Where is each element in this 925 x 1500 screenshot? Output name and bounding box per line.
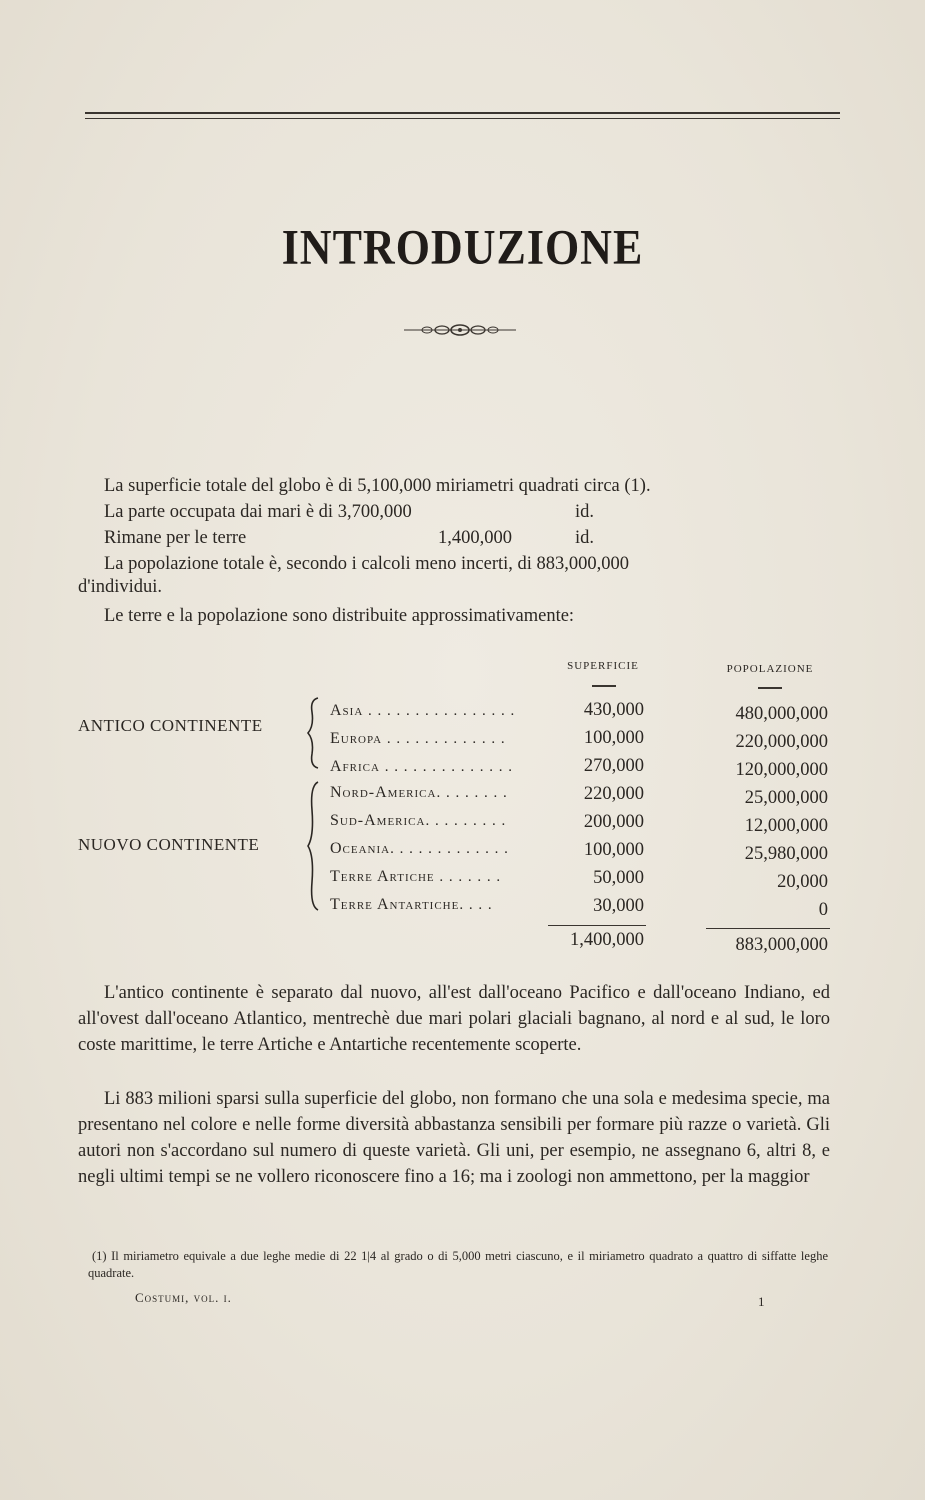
table-row-pop: 25,980,000 — [744, 844, 828, 864]
table-row: Nord-America. . . . . . . . — [330, 784, 508, 801]
table-row-sup: 200,000 — [583, 812, 644, 832]
top-rule — [85, 112, 840, 119]
intro-line-1: La superficie totale del globo è di 5,100,000 miriametri quadrati circa (1). — [104, 476, 651, 496]
sum-rule-popolazione — [706, 928, 830, 929]
table-row-pop: 20,000 — [777, 872, 828, 892]
table-row: Sud-America. . . . . . . . . — [330, 812, 507, 829]
table-row-sup: 50,000 — [593, 868, 644, 888]
group-nuovo-continente: NUOVO CONTINENTE — [78, 835, 260, 854]
total-superficie: 1,400,000 — [570, 930, 644, 950]
table-row: Asia . . . . . . . . . . . . . . . . — [330, 702, 516, 719]
ornament-icon — [400, 322, 520, 338]
table-row-pop: 480,000,000 — [735, 704, 828, 724]
intro-line-4: La popolazione totale è, secondo i calcoli meno incerti, di 883,000,000 — [104, 554, 630, 574]
table-row: Oceania. . . . . . . . . . . . . — [330, 840, 509, 857]
table-row: Europa . . . . . . . . . . . . . — [330, 730, 506, 747]
page-title: INTRODUZIONE — [281, 220, 644, 275]
table-row-sup: 270,000 — [583, 756, 644, 776]
table-row: Africa . . . . . . . . . . . . . . — [330, 758, 513, 775]
paragraph-2: Li 883 milioni sparsi sulla superficie del globo, non formano che una sola e medesima specie, ma presentano nel colore e nelle forme diversità abbastanza sensibili per formare più razze o varietà. Gli autori non s'accordano sul numero di queste varietà. Gli uni, per esempio, ne assegnano 6, altri 8, e negli ultimi tempi se ne vollero riconoscere fino a 16; ma i zoologi non ammettono, per la maggior — [78, 1089, 830, 1187]
table-row-sup: 220,000 — [583, 784, 644, 804]
sum-rule-superficie — [548, 925, 646, 926]
header-superficie: SUPERFICIE — [567, 660, 639, 672]
brace-icon — [300, 780, 326, 912]
group-antico-continente: ANTICO CONTINENTE — [78, 716, 263, 735]
table-row-pop: 0 — [818, 900, 828, 920]
intro-line-2: La parte occupata dai mari è di 3,700,000 — [104, 502, 412, 522]
table-row-pop: 120,000,000 — [735, 760, 828, 780]
id-label-1: id. — [575, 502, 595, 522]
id-label-2: id. — [575, 528, 595, 548]
table-row: Terre Antartiche. . . . — [330, 896, 493, 913]
table-row: Terre Artiche . . . . . . . — [330, 868, 502, 885]
signature-mark: Costumi, vol. i. — [135, 1290, 232, 1305]
intro-line-6: Le terre e la popolazione sono distribuite approssimativamente: — [104, 606, 575, 626]
table-row-sup: 100,000 — [583, 728, 644, 748]
table-row-sup: 430,000 — [583, 700, 644, 720]
intro-line-3: Rimane per le terre — [104, 528, 247, 548]
intro-line-5: d'individui. — [78, 577, 163, 597]
table-row-sup: 100,000 — [583, 840, 644, 860]
total-popolazione: 883,000,000 — [735, 935, 828, 955]
paragraph-1: L'antico continente è separato dal nuovo, all'est dall'oceano Pacifico e dall'oceano Indiano, ed all'ovest dall'oceano Atlantico, mentrechè due mari polari glaciali bagnano, al nord e al sud, le loro coste marittime, le terre Artiche e Antartiche recentemente scoperte. — [78, 983, 830, 1055]
table-row-sup: 30,000 — [593, 896, 644, 916]
intro-line-3-value: 1,400,000 — [438, 528, 512, 548]
table-row-pop: 12,000,000 — [744, 816, 828, 836]
header-popolazione: POPOLAZIONE — [726, 663, 814, 675]
table-row-pop: 25,000,000 — [744, 788, 828, 808]
page-signature: 1 — [758, 1294, 765, 1309]
table-row-pop: 220,000,000 — [735, 732, 828, 752]
header-superficie-dash — [592, 685, 616, 687]
footnote: (1) Il miriametro equivale a due leghe medie di 22 1|4 al grado o di 5,000 metri ciascuno, e il miriametro quadrato a quattro di siffatte leghe quadrate. — [88, 1249, 828, 1280]
header-popolazione-dash — [758, 687, 782, 689]
brace-icon — [300, 696, 326, 770]
